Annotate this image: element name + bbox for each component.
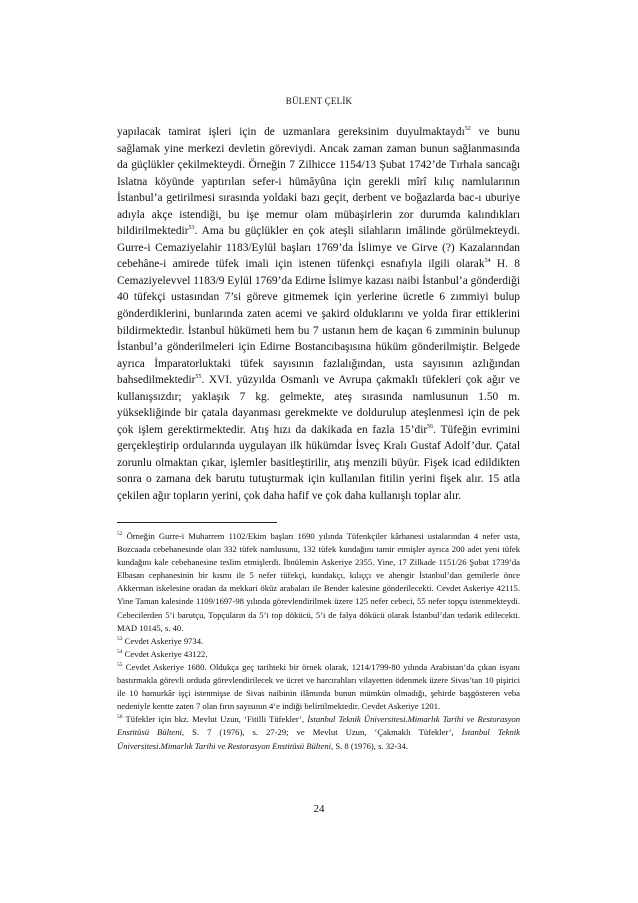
footnote-ref-52[interactable]: 52 [464,126,471,133]
footnote-56 [117,713,520,752]
running-header: BÜLENT ÇELİK [285,96,353,106]
footnote-text: Cevdet Askeriye 43122. [122,648,208,659]
footnote-number: 56 [117,714,123,721]
page-number: 24 [313,803,325,815]
footnote-52 [117,530,520,635]
footnote-separator [117,522,277,523]
footnotes [117,530,520,753]
footnote-ref-53[interactable]: 53 [188,225,195,232]
text-run: H. 8 Cemaziyelevvel 1183/9 Eylül 1769’da Edirne İslimye kazası naibi İstanbul’a gönderdiği 40 tüfekçi ustasından 7’si göreve gitmemek için yerlerine ücretle 6 zımmiyi bulup gönderdiklerini, bunlarında zaten acemi ve şakird olduklarını ve yolda firar ettiklerini bildirmektedir. İstanbul hükümeti hem bu 7 ustanın hem de kaçan 6 zımminin bulunup İstanbul’a gönderilmeleri için Edirne Bostancıbaşısına hüküm gönderilmiştir. Belgede ayrıca İmparatorluktaki tüfek sayısının fazlalığından, usta sayısının azlığından bahsedilmektedir [117,258,520,387]
footnote-text: Cevdet Askeriye 1680. Oldukça geç tarihteki bir örnek olarak, 1214/1799-80 yılında Arabistan’da çıkan isyanı bastırmakla görevli orduda görevlendirilecek ve ücret ve harcırahları vilayetten ödenmek üzere Sivas’tan 10 pişirici ile 10 hamurkâr işçi istenmişse de Sivas naibinin ilâmında bunun mümkün olmadığı, şehirde başgösteren veba nedeniyle kentte zaten 7 olan fırın sayısının 4’e indiği belirtilmektedir. Cevdet Askeriye 1201. [117,661,520,712]
footnote-text: , S. 7 (1976), s. 27-29; ve Mevlut Uzun, ‘Çakmaklı Tüfekler’, [181,727,462,738]
footnote-text: Örneğin Gurre-i Muharrem 1102/Ekim başları 1690 yılında Tüfenkçiler kârhanesi ustalarından 4 nefer usta, Bozcaada cebehanesinde olan 332 tüfek namlusunu, 132 tüfek kundağını tamir etmişler ayrıca 200 adet yeni tüfek kundağını kale cebehanesine teslim etmişlerdi. İbnülemin Askeriye 2355. Yine, 17 Zilkade 1151/26 Şubat 1739’da Elbasan cephanesinin bir kısmı ile 5 nefer tüfekçi, kundakçı, kılıççı ve ahengir İstanbul’dan gemilerle önce Akkerman iskelesine oradan da mekkari öküz arabaları ile Bender kalesine gönderilecekti. Cevdet Askeriye 42115. Yine Taman kalesinde 1109/1697-98 yılında görevlendirilmek üzere 125 nefer cebeci, 55 nefer topçu istenmekteydi. Cebecilerden 5’i barutçu, Topçuların da 5’i top dökücü, 5’i de falya dökücü olarak İstanbul’dan tedarik edilecekti. MAD 10145, s. 40. [117,531,520,633]
journal-title: İstanbul Teknik Üniversitesi.Mimarlık Tarihi ve Restorasyon Enstitüsü Bülteni [117,727,520,751]
footnote-53 [117,635,520,648]
footnote-text: , S. 8 (1976), s. 32-34. [331,740,408,751]
body-paragraph [117,124,520,505]
footnote-number: 54 [117,648,123,655]
footnote-55 [117,661,520,713]
journal-title: İstanbul Teknik Üniversitesi.Mimarlık Tarihi ve Restorasyon Enstitüsü Bülteni [117,714,520,738]
footnote-ref-55[interactable]: 55 [195,374,202,381]
footnote-ref-54[interactable]: 54 [484,258,491,265]
footnote-text: Tüfekler için bkz. Mevlut Uzun, ‘Fitilli Tüfekler’, [122,714,308,725]
text-run: . Tüfeğin evrimini gerçekleştirip ordularında uygulayan ilk hükümdar İsveç Kralı Gustaf Adolf’dur. Çatal zorunlu olmaktan çıkar, işlemler basitleştirilir, atış menzili büyür. Fişek icad edildikten sonra o zamana dek barutu tutuşturmak için kullanılan fitilin yerini fişek alır. 15 atla çekilen ağır topların yerini, çok daha hafif ve çok daha kullanışlı toplar alır. [117,423,520,503]
footnote-number: 53 [117,635,123,642]
text-run: ve bunu sağlamak yine merkezi devletin göreviydi. Ancak zaman zaman bunun sağlanmasında da güçlükler çekilmekteydi. Örneğin 7 Zilhicce 1154/13 Şubat 1742’de Tırhala sancağı Islatna köyünde yaptırılan sefer-i hümâyûna için gerekli mîrî kılıç namlularının İstanbul’a getirilmesi sırasında yoldaki bazı geçit, derbent ve boğazlarda bac-ı uburiye adıyla akçe istendiği, bu işe memur olam mübaşirlerin zor durumda kalındıkları bildirilmektedir [117,126,520,238]
footnote-number: 52 [117,531,123,538]
text-run: . Ama bu güçlükler en çok ateşli silahların imâlinde görülmekteydi. Gurre-i Cemaziyelahir 1183/Eylül başları 1769’da İslimye ve Girve (?) Kazalarından cebehâne-i amirede tüfek imali için istenen tüfenkçi esnafıyla ilgili olarak [117,225,520,271]
footnote-54 [117,648,520,661]
footnote-number: 55 [117,662,123,669]
text-run: yapılacak tamirat işleri için de uzmanlara gereksinim duyulmaktaydı [117,126,465,138]
footnote-ref-56[interactable]: 56 [427,424,434,431]
main-paragraph [117,124,520,505]
footnote-text: Cevdet Askeriye 9734. [122,635,204,646]
text-run: . XVI. yüzyılda Osmanlı ve Avrupa çakmaklı tüfekleri çok ağır ve kullanışsızdır; yaklaşık 7 kg. gelmekte, ateş sırasında namlusunun 1.50 m. yüksekliğinde bir çatala dayanması gerekmekte ve doldurulup ateşlenmesi için de pek çok işlem gerektirmektedir. Atış hızı da dakikada en fazla 15’dir [117,374,520,436]
